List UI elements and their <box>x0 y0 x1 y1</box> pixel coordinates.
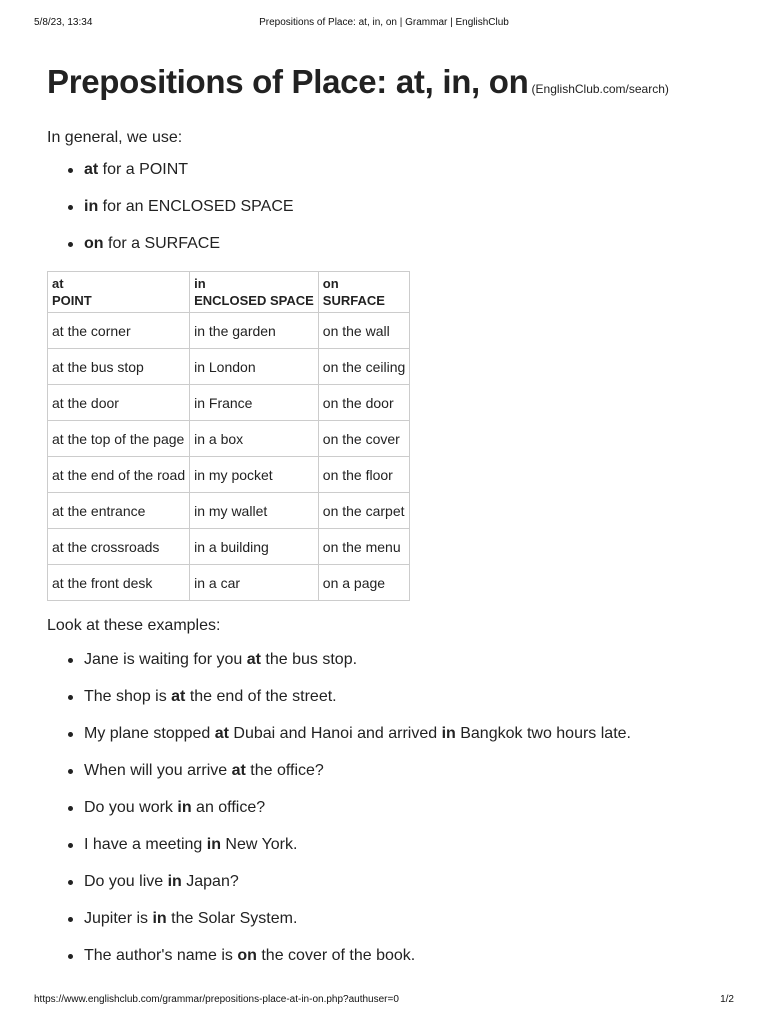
print-header <box>34 17 734 31</box>
example-text: Dubai and Hanoi and arrived <box>228 725 442 742</box>
example-text: My plane stopped <box>84 725 215 742</box>
general-uses-list <box>47 159 737 255</box>
list-item <box>47 871 737 893</box>
preposition: at <box>84 161 99 178</box>
example-text: The author's name is <box>84 947 238 964</box>
table-cell: at the crossroads <box>48 529 190 565</box>
example-text: Japan? <box>181 873 239 890</box>
article <box>47 60 737 967</box>
print-datetime: 5/8/23, 13:34 <box>34 17 93 28</box>
preposition: in <box>167 873 182 890</box>
use-description: for a POINT <box>98 161 189 178</box>
table-row <box>48 385 410 421</box>
example-text: Do you work <box>84 799 178 816</box>
table-row <box>48 493 410 529</box>
table-cell: on the carpet <box>318 493 410 529</box>
preposition: in <box>206 836 221 853</box>
list-item <box>47 233 737 255</box>
table-cell: in my pocket <box>190 457 319 493</box>
table-cell: at the bus stop <box>48 349 190 385</box>
print-page-title: Prepositions of Place: at, in, on | Grammar | EnglishClub <box>259 17 509 28</box>
header-label: POINT <box>52 293 92 308</box>
source-note: (EnglishClub.com/search) <box>531 82 669 96</box>
example-text: the Solar System. <box>166 910 298 927</box>
header-label: ENCLOSED SPACE <box>194 293 314 308</box>
list-item <box>47 196 737 218</box>
example-text: Bangkok two hours late. <box>455 725 631 742</box>
table-row <box>48 565 410 601</box>
preposition: on <box>237 947 257 964</box>
list-item <box>47 945 737 967</box>
list-item <box>47 908 737 930</box>
table-cell: on the wall <box>318 313 410 349</box>
header-cell-in <box>190 272 319 313</box>
preposition: in <box>441 725 456 742</box>
table-cell: in a box <box>190 421 319 457</box>
table-cell: at the top of the page <box>48 421 190 457</box>
table-cell: on the cover <box>318 421 410 457</box>
example-text: the end of the street. <box>185 688 337 705</box>
example-text: The shop is <box>84 688 172 705</box>
header-prep: at <box>52 276 64 291</box>
table-row <box>48 313 410 349</box>
list-item <box>47 686 737 708</box>
table-cell: at the door <box>48 385 190 421</box>
table-cell: on the menu <box>318 529 410 565</box>
table-cell: on the ceiling <box>318 349 410 385</box>
table-row <box>48 421 410 457</box>
list-item <box>47 834 737 856</box>
table-cell: at the corner <box>48 313 190 349</box>
table-cell: at the end of the road <box>48 457 190 493</box>
preposition: at <box>231 762 246 779</box>
header-prep: on <box>322 276 339 291</box>
page-number: 1/2 <box>720 994 734 1005</box>
preposition: at <box>214 725 229 742</box>
example-text: the office? <box>245 762 324 779</box>
page-title <box>47 60 737 111</box>
page-title-text: Prepositions of Place: at, in, on <box>47 63 529 100</box>
table-cell: in a car <box>190 565 319 601</box>
example-text: Jane is waiting for you <box>84 651 247 668</box>
table-row <box>48 349 410 385</box>
table-cell: on the door <box>318 385 410 421</box>
header-cell-at <box>48 272 190 313</box>
header-prep: in <box>194 276 206 291</box>
preposition: in <box>84 198 99 215</box>
preposition: on <box>84 235 104 252</box>
table-cell: in France <box>190 385 319 421</box>
table-cell: in London <box>190 349 319 385</box>
list-item <box>47 797 737 819</box>
header-label: SURFACE <box>322 293 385 308</box>
example-text: Jupiter is <box>84 910 153 927</box>
preposition: at <box>171 688 186 705</box>
preposition: at <box>246 651 261 668</box>
example-text: Do you live <box>84 873 168 890</box>
table-cell: in the garden <box>190 313 319 349</box>
table-cell: on a page <box>318 565 410 601</box>
example-text: an office? <box>191 799 266 816</box>
list-item <box>47 723 737 745</box>
example-text: I have a meeting <box>84 836 207 853</box>
table-cell: in a building <box>190 529 319 565</box>
table-row <box>48 457 410 493</box>
page-url: https://www.englishclub.com/grammar/prepositions-place-at-in-on.php?authuser=0 <box>34 994 399 1005</box>
examples-list <box>47 649 737 967</box>
prepositions-table <box>47 271 410 601</box>
example-text: When will you arrive <box>84 762 232 779</box>
use-description: for an ENCLOSED SPACE <box>98 198 294 215</box>
examples-intro: Look at these examples: <box>47 617 221 634</box>
example-text: the bus stop. <box>260 651 358 668</box>
preposition: in <box>152 910 167 927</box>
list-item <box>47 760 737 782</box>
example-text: the cover of the book. <box>256 947 416 964</box>
preposition: in <box>177 799 192 816</box>
table-cell: in my wallet <box>190 493 319 529</box>
print-footer <box>34 994 734 1008</box>
use-description: for a SURFACE <box>103 235 221 252</box>
intro-text: In general, we use: <box>47 129 183 146</box>
table-cell: on the floor <box>318 457 410 493</box>
table-header-row <box>48 272 410 313</box>
table-row <box>48 529 410 565</box>
header-cell-on <box>318 272 410 313</box>
list-item <box>47 649 737 671</box>
table-cell: at the entrance <box>48 493 190 529</box>
list-item <box>47 159 737 181</box>
example-text: New York. <box>220 836 298 853</box>
table-cell: at the front desk <box>48 565 190 601</box>
